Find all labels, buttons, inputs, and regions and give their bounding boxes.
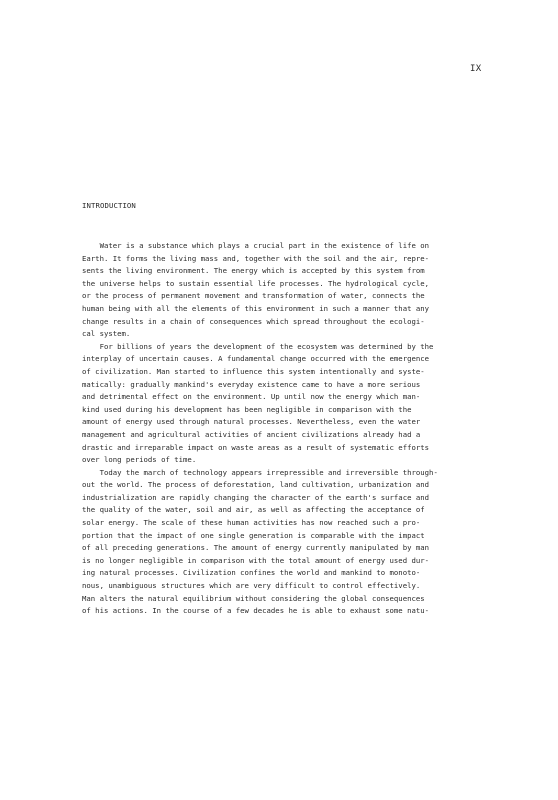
text-line: change results in a chain of consequences which spread throughout the ecologi- xyxy=(82,316,425,326)
text-line: drastic and irreparable impact on waste areas as a result of systematic efforts xyxy=(82,442,430,452)
section-heading: INTRODUCTION xyxy=(82,201,136,210)
text-line: the universe helps to sustain essential life processes. The hydrological cycle, xyxy=(82,278,430,288)
text-line: Earth. It forms the living mass and, together with the soil and the air, repre- xyxy=(82,253,430,263)
text-line: sents the living environment. The energy which is accepted by this system from xyxy=(82,266,425,276)
text-line: Man alters the natural equilibrium without considering the global consequences xyxy=(82,593,425,603)
text-line: Today the march of technology appears irrepressible and irreversible through- xyxy=(82,467,438,477)
text-line: matically: gradually mankind's everyday existence came to have a more serious xyxy=(82,379,421,389)
text-line: of civilization. Man started to influence this system intentionally and syste- xyxy=(82,366,425,376)
text-line: the quality of the water, soil and air, as well as affecting the acceptance of xyxy=(82,505,425,515)
text-line: cal system. xyxy=(82,329,131,339)
text-line: out the world. The process of deforestation, land cultivation, urbanization and xyxy=(82,480,430,490)
text-line: For billions of years the development of the ecosystem was determined by the xyxy=(82,341,434,351)
text-line: nous, unambiguous structures which are very difficult to control effectively. xyxy=(82,581,421,591)
text-line: of his actions. In the course of a few decades he is able to exhaust some natu- xyxy=(82,606,430,616)
text-line: solar energy. The scale of these human activities has now reached such a pro- xyxy=(82,518,421,528)
text-line: ing natural processes. Civilization confines the world and mankind to monoto- xyxy=(82,568,421,578)
text-line: of all preceding generations. The amount of energy currently manipulated by man xyxy=(82,543,430,553)
text-line: kind used during his development has been negligible in comparison with the xyxy=(82,404,412,414)
text-line: is no longer negligible in comparison with the total amount of energy used dur- xyxy=(82,555,430,565)
text-line: management and agricultural activities of ancient civilizations already had a xyxy=(82,429,421,439)
text-line: over long periods of time. xyxy=(82,455,197,465)
text-line: or the process of permanent movement and transformation of water, connects the xyxy=(82,291,425,301)
text-line: amount of energy used through natural processes. Nevertheless, even the water xyxy=(82,417,421,427)
text-line: Water is a substance which plays a crucial part in the existence of life on xyxy=(82,241,430,250)
body-text xyxy=(82,240,492,618)
text-line: interplay of uncertain causes. A fundamental change occurred with the emergence xyxy=(82,354,430,364)
text-line: human being with all the elements of this environment in such a manner that any xyxy=(82,303,430,313)
text-line: and detrimental effect on the environment. Up until now the energy which man- xyxy=(82,392,421,402)
page-number: IX xyxy=(470,64,482,74)
text-line: portion that the impact of one single generation is comparable with the impact xyxy=(82,530,425,540)
text-line: industrialization are rapidly changing the character of the earth's surface and xyxy=(82,492,430,502)
